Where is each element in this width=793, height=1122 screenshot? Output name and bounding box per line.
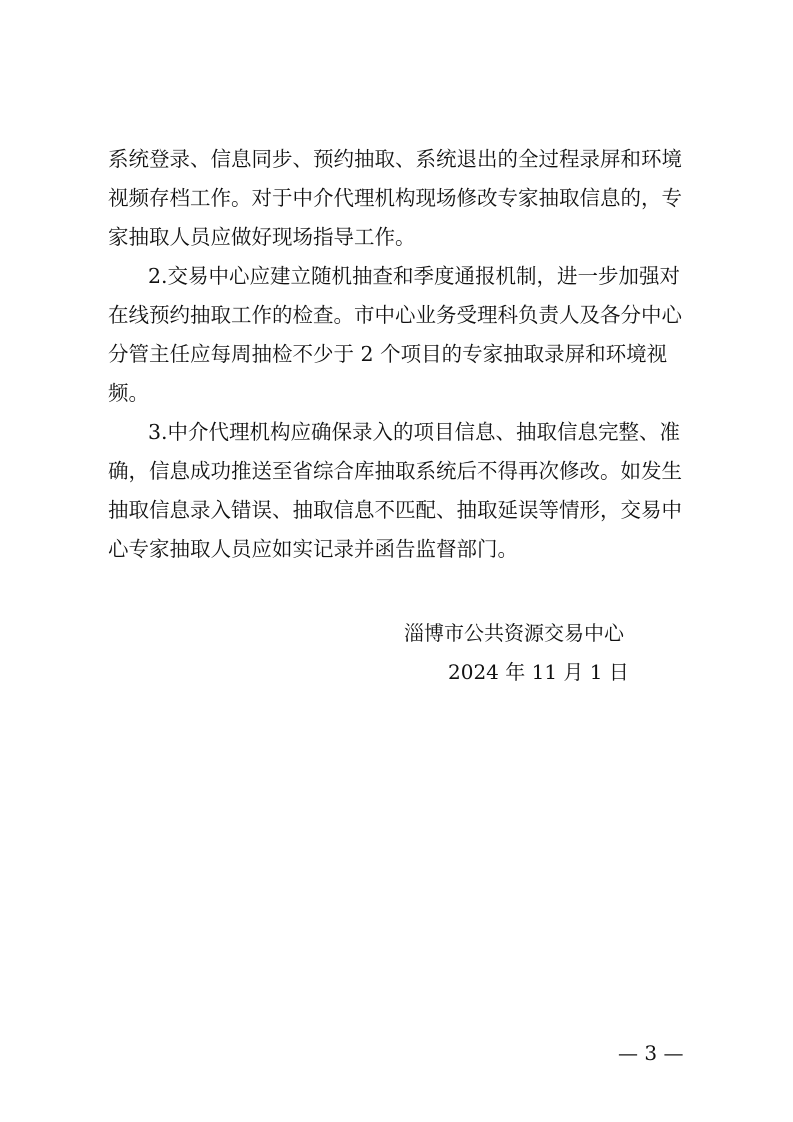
body-line-5: 在线预约抽取工作的检查。市中心业务受理科负责人及各分中心: [108, 303, 682, 327]
body-line-9: 确，信息成功推送至省综合库抽取系统后不得再次修改。如发生: [108, 459, 682, 483]
body-line-6: 分管主任应每周抽检不少于 2 个项目的专家抽取录屏和环境视: [108, 342, 668, 366]
signature-organization: 淄博市公共资源交易中心: [404, 621, 624, 645]
body-line-3: 家抽取人员应做好现场指导工作。: [108, 225, 416, 249]
body-line-2: 视频存档工作。对于中介代理机构现场修改专家抽取信息的，专: [108, 186, 682, 210]
body-line-10: 抽取信息录入错误、抽取信息不匹配、抽取延误等情形，交易中: [108, 498, 682, 522]
signature-date: 2024 年 11 月 1 日: [448, 660, 629, 684]
body-line-1: 系统登录、信息同步、预约抽取、系统退出的全过程录屏和环境: [108, 147, 682, 171]
body-line-4: 2.交易中心应建立随机抽查和季度通报机制，进一步加强对: [148, 264, 681, 288]
body-line-7: 频。: [108, 381, 149, 405]
page-number: — 3 —: [618, 1041, 684, 1065]
body-line-8: 3.中介代理机构应确保录入的项目信息、抽取信息完整、准: [148, 420, 681, 444]
body-line-11: 心专家抽取人员应如实记录并函告监督部门。: [108, 537, 518, 561]
